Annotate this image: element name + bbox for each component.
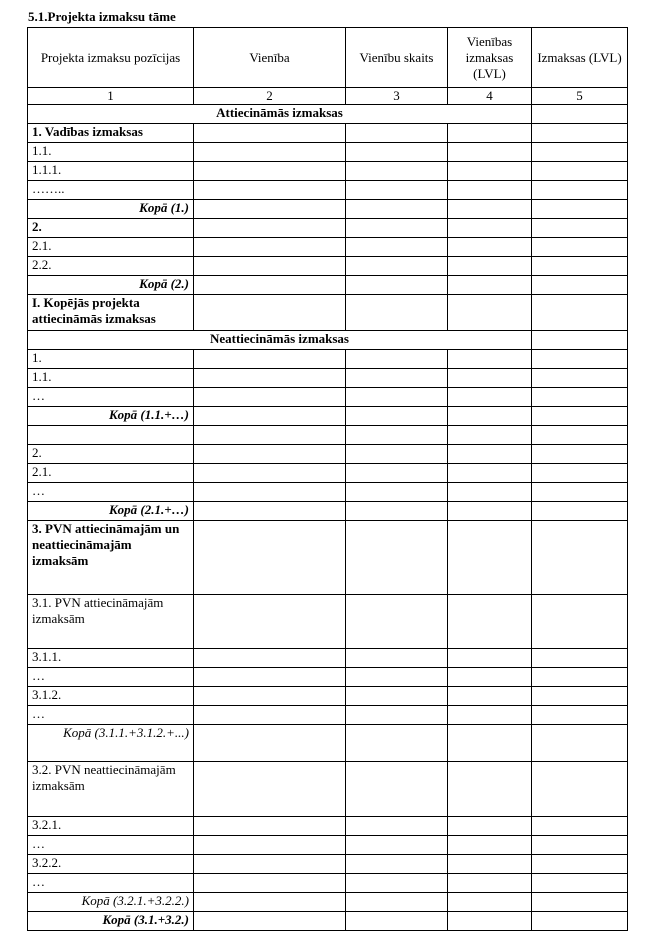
table-row [28,276,628,295]
table-row [28,817,628,836]
row-label: Kopā (3.1.+3.2.) [28,912,194,931]
table-cell [532,331,628,350]
row-label: …….. [28,181,194,200]
table-row [28,874,628,893]
table-row [28,687,628,706]
row-label: 3.2.2. [28,855,194,874]
col-number: 3 [346,88,448,105]
section-non-eligible: Neattiecināmās izmaksas [28,331,532,350]
table-row [28,295,628,331]
row-label: Kopā (1.1.+…) [28,407,194,426]
row-label: 1.1. [28,369,194,388]
row-label: 1.1. [28,143,194,162]
row-label: I. Kopējās projekta attiecināmās izmaksas [28,295,194,331]
table-row [28,426,628,445]
row-label: 3.1.1. [28,649,194,668]
row-label: Kopā (3.1.1.+3.1.2.+...) [28,725,194,762]
col-number: 1 [28,88,194,105]
table-row [28,836,628,855]
section-row [28,105,628,124]
row-label: 1.1.1. [28,162,194,181]
header-unit: Vienība [194,28,346,88]
row-label: 2.1. [28,464,194,483]
row-label: … [28,836,194,855]
table-row [28,350,628,369]
row-label: 2. [28,445,194,464]
row-label: … [28,874,194,893]
row-label: … [28,706,194,725]
header-unit-count: Vienību skaits [346,28,448,88]
table-row [28,407,628,426]
section-row [28,331,628,350]
table-cell [532,105,628,124]
col-number: 4 [448,88,532,105]
header-unit-cost: Vienības izmaksas (LVL) [448,28,532,88]
table-row [28,181,628,200]
row-label: Kopā (2.) [28,276,194,295]
table-row [28,502,628,521]
row-label: 1. Vadības izmaksas [28,124,194,143]
table-row [28,200,628,219]
table-row [28,464,628,483]
header-cost: Izmaksas (LVL) [532,28,628,88]
document-title: 5.1.Projekta izmaksu tāme [28,9,176,24]
header-row [28,28,628,88]
table-row [28,388,628,407]
table-row [28,595,628,649]
table-row [28,483,628,502]
row-label: 2.1. [28,238,194,257]
table-row [28,143,628,162]
header-positions: Projekta izmaksu pozīcijas [28,28,194,88]
section-eligible: Attiecināmās izmaksas [28,105,532,124]
row-label: Kopā (3.2.1.+3.2.2.) [28,893,194,912]
row-label: 3.2.1. [28,817,194,836]
row-label: Kopā (2.1.+…) [28,502,194,521]
row-label: 3.1.2. [28,687,194,706]
row-label [28,426,194,445]
column-number-row [28,88,628,105]
row-label: … [28,483,194,502]
row-label: 1. [28,350,194,369]
table-row [28,762,628,817]
table-row [28,649,628,668]
row-label: 3.2. PVN neattiecināmajām izmaksām [28,762,194,817]
table-row [28,124,628,143]
table-row [28,257,628,276]
table-row [28,219,628,238]
col-number: 5 [532,88,628,105]
table-row [28,238,628,257]
row-label: 3. PVN attiecināmajām un neattiecināmajām izmaksām [28,521,194,595]
table-row [28,369,628,388]
table-row [28,725,628,762]
row-label: … [28,388,194,407]
row-label: 2.2. [28,257,194,276]
table-row [28,521,628,595]
table-row [28,668,628,687]
row-label: … [28,668,194,687]
row-label: 3.1. PVN attiecināmajām izmaksām [28,595,194,649]
cost-estimate-table [27,27,628,931]
table-row [28,893,628,912]
row-label: Kopā (1.) [28,200,194,219]
table-row [28,855,628,874]
table-row [28,706,628,725]
row-label: 2. [28,219,194,238]
table-row [28,445,628,464]
table-row [28,162,628,181]
table-row [28,912,628,931]
col-number: 2 [194,88,346,105]
